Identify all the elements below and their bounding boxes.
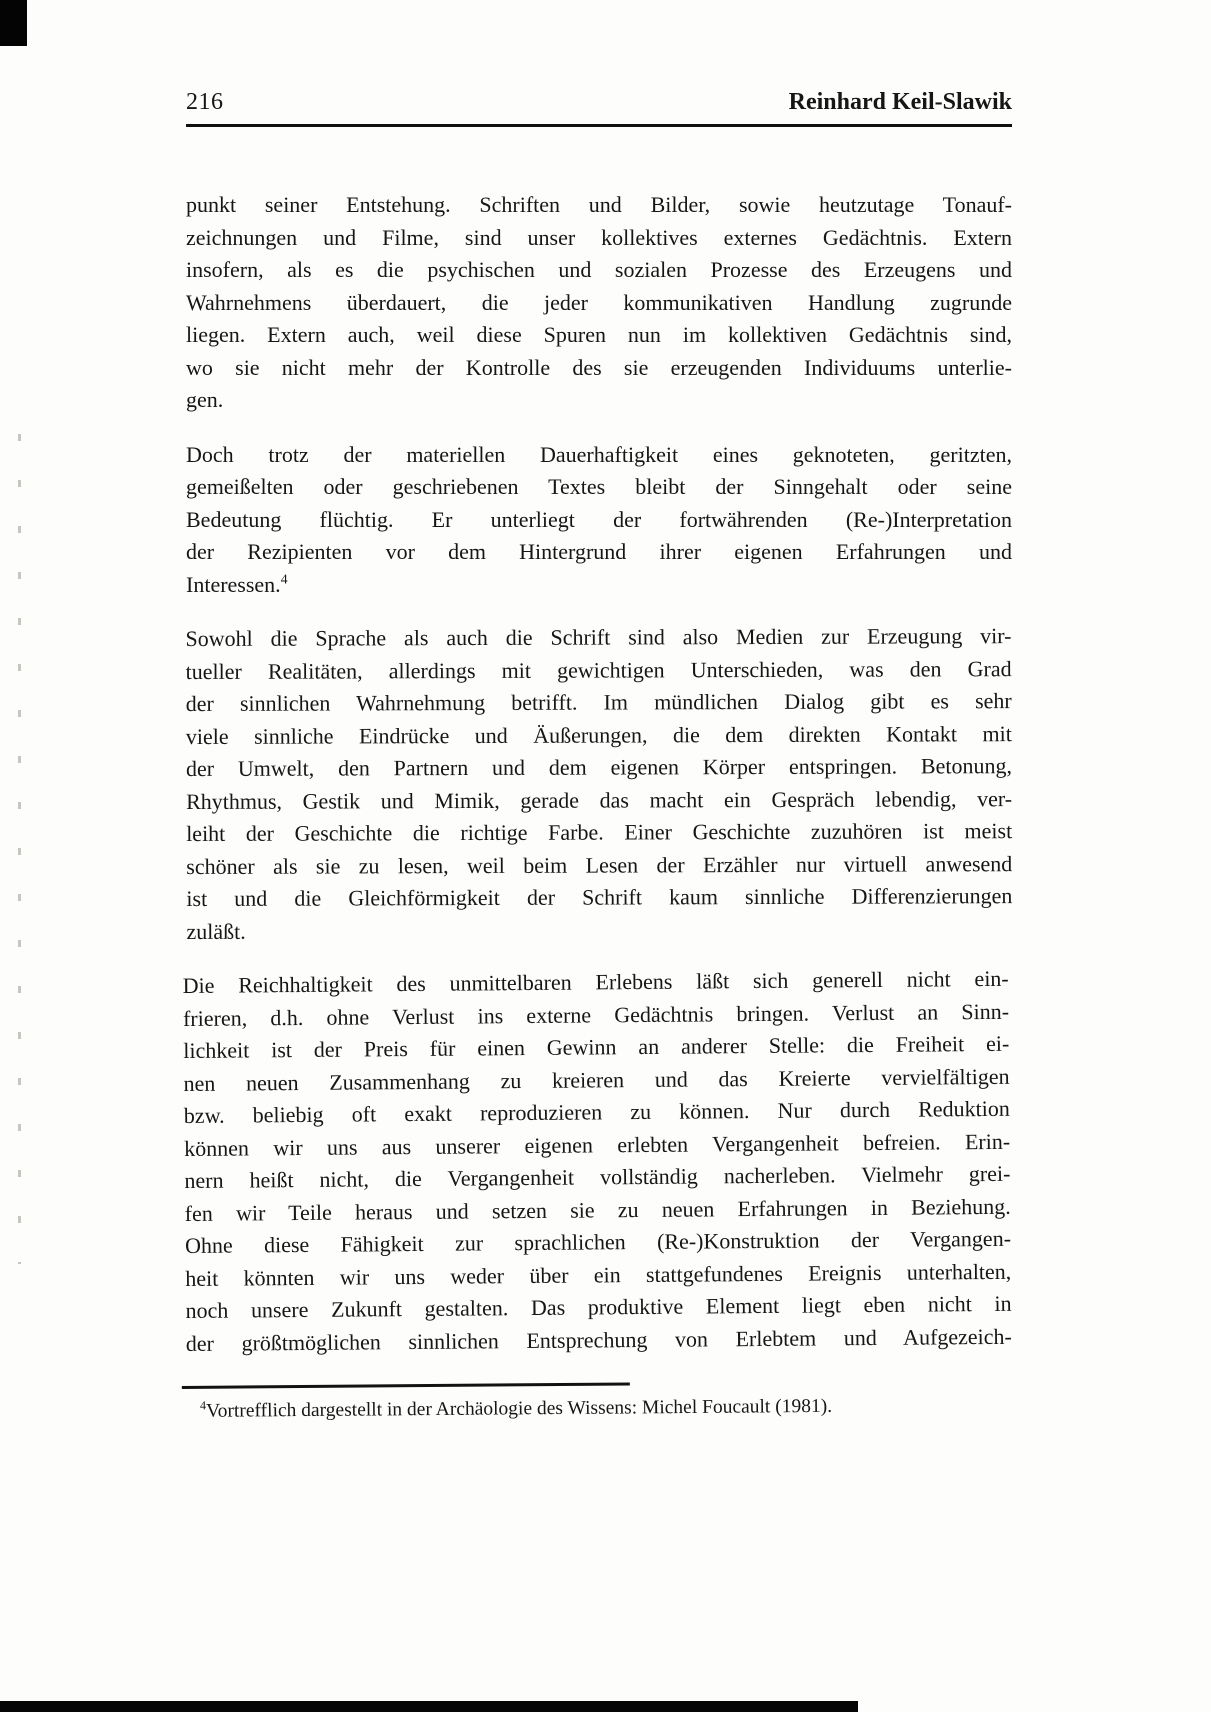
text-line: insofern, als es die psychischen und sozialen Prozesse des Erzeugens und xyxy=(186,257,1012,282)
text-line: bzw. beliebig oft exakt reproduzieren zu können. Nur durch Reduktion xyxy=(183,1095,1010,1129)
text-line: tueller Realitäten, allerdings mit gewichtigen Unterschieden, was den Grad xyxy=(185,655,1012,684)
scan-artifact-corner-mark xyxy=(0,0,27,46)
text-line: Ohne diese Fähigkeit zur sprachlichen (Re-)Konstruktion der Vergangen- xyxy=(184,1225,1012,1259)
text-line: Bedeutung flüchtig. Er unterliegt der fortwährenden (Re-)Interpretation xyxy=(186,506,1012,532)
text-line: der Umwelt, den Partnern und dem eigenen Körper entspringen. Betonung, xyxy=(185,753,1012,781)
text-line: punkt seiner Entstehung. Schriften und Bilder, sowie heutzutage Tonauf- xyxy=(186,192,1012,217)
paragraph xyxy=(185,620,1012,948)
text-line: ist und die Gleichförmigkeit der Schrift kaum sinnliche Differenzierungen xyxy=(186,883,1013,911)
paragraph xyxy=(186,439,1012,602)
text-line: fen wir Teile heraus und setzen sie zu neuen Erfahrungen in Beziehung. xyxy=(184,1193,1011,1226)
text-line: Interessen.$^4$ xyxy=(186,571,288,597)
scan-artifact-bottom-bar xyxy=(0,1701,858,1712)
text-line: lichkeit ist der Preis für einen Gewinn an anderer Stelle: die Freiheit ei- xyxy=(183,1030,1010,1064)
text-line: heit könnten wir uns weder über ein stattgefundenes Ereignis unterhalten, xyxy=(185,1258,1012,1291)
footnote-section xyxy=(180,1379,1014,1425)
text-line: nern heißt nicht, die Vergangenheit vollständig nacherleben. Vielmehr grei- xyxy=(184,1160,1011,1194)
text-line: können wir uns aus unserer eigenen erlebten Vergangenheit befreien. Erin- xyxy=(184,1128,1011,1161)
text-line: zuläßt. xyxy=(186,918,246,944)
text-line: viele sinnliche Eindrücke und Äußerungen, die dem direkten Kontakt mit xyxy=(185,720,1012,749)
text-line: zeichnungen und Filme, sind unser kollektives externes Gedächtnis. Extern xyxy=(186,224,1012,250)
text-line: der sinnlichen Wahrnehmung betrifft. Im mündlichen Dialog gibt es sehr xyxy=(185,688,1012,717)
footnote-text: Vortrefflich dargestellt in der Archäologie des Wissens: Michel Foucault (1981). xyxy=(206,1395,833,1422)
text-line: frieren, d.h. ohne Verlust ins externe Gedächtnis bringen. Verlust an Sinn- xyxy=(182,998,1010,1031)
page-content xyxy=(182,88,1013,1382)
text-line: noch unsere Zukunft gestalten. Das produktive Element liegt eben nicht in xyxy=(185,1290,1012,1324)
paragraph xyxy=(183,963,1012,1360)
header-rule xyxy=(186,124,1012,127)
text-line: Sowohl die Sprache als auch die Schrift sind also Medien zur Erzeugung vir- xyxy=(185,623,1012,652)
scan-artifact-margin-marks xyxy=(18,434,21,1264)
text-line: leiht der Geschichte die richtige Farbe. Einer Geschichte zuzuhören ist meist xyxy=(186,818,1013,846)
text-line: der größtmöglichen sinnlichen Entsprechung von Erlebtem und Aufgezeich- xyxy=(185,1323,1012,1356)
text-line: Wahrnehmens überdauert, die jeder kommunikativen Handlung zugrunde xyxy=(186,289,1012,315)
footnote xyxy=(180,1392,1014,1425)
text-line: liegen. Extern auch, weil diese Spuren nun im kollektiven Gedächtnis sind, xyxy=(186,322,1012,347)
text-line: Doch trotz der materiellen Dauerhaftigkeit eines geknoteten, geritzten, xyxy=(186,441,1012,467)
paragraph xyxy=(186,189,1012,417)
text-line: schöner als sie zu lesen, weil beim Lesen der Erzähler nur virtuell anwesend xyxy=(186,850,1013,879)
footnote-reference: 4 xyxy=(280,571,288,587)
footnote-rule xyxy=(182,1382,630,1389)
text-line: gemeißelten oder geschriebenen Textes bleibt der Sinngehalt oder seine xyxy=(186,474,1012,499)
footnote-marker: 4 xyxy=(199,1398,207,1413)
running-head: Reinhard Keil-Slawik xyxy=(788,89,1012,115)
page-header xyxy=(186,88,1012,116)
body-text xyxy=(182,189,1013,1360)
text-line: nen neuen Zusammenhang zu kreieren und das Kreierte vervielfältigen xyxy=(183,1063,1010,1096)
text-line: Die Reichhaltigkeit des unmittelbaren Erlebens läßt sich generell nicht ein- xyxy=(182,965,1009,999)
text-line: Rhythmus, Gestik und Mimik, gerade das macht ein Gespräch lebendig, ver- xyxy=(186,785,1013,814)
page-number: 216 xyxy=(186,89,224,115)
text-line: wo sie nicht mehr der Kontrolle des sie erzeugenden Individuums unterlie- xyxy=(186,354,1012,380)
text-line: gen. xyxy=(186,387,224,412)
text-line: der Rezipienten vor dem Hintergrund ihrer eigenen Erfahrungen und xyxy=(186,539,1012,564)
